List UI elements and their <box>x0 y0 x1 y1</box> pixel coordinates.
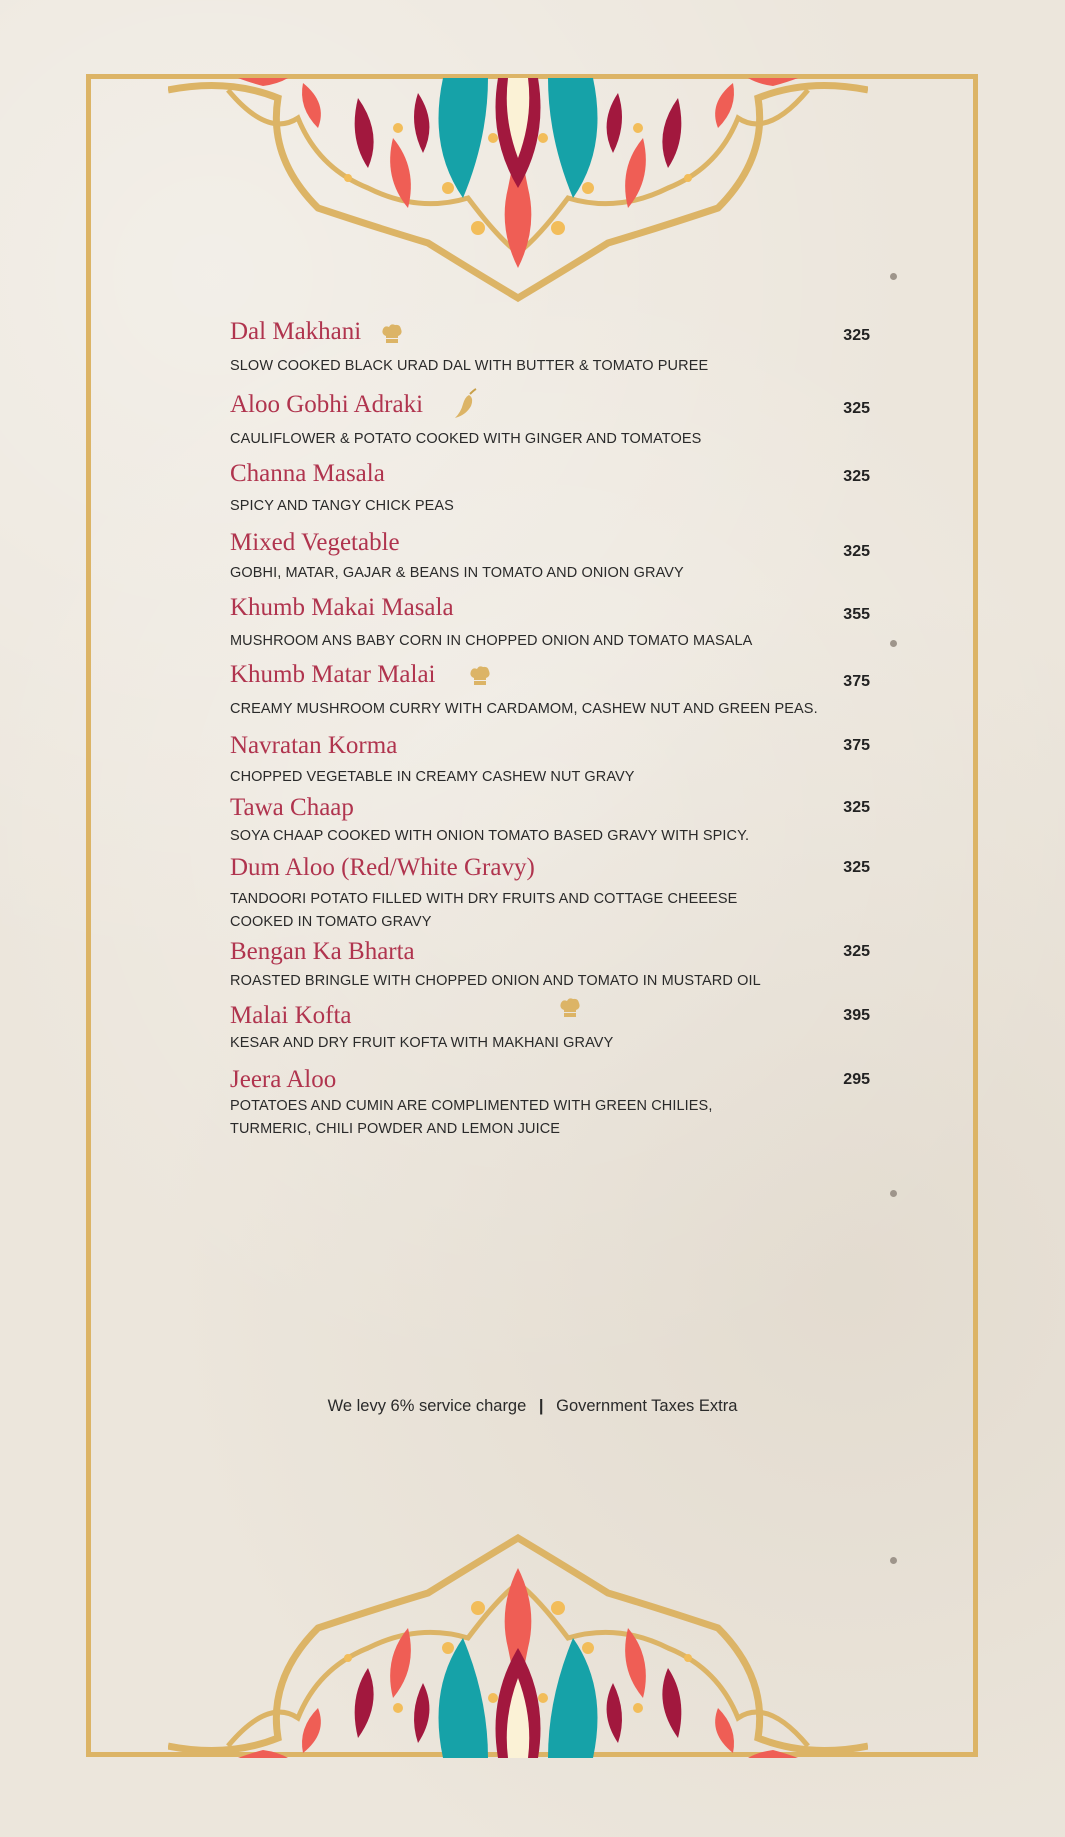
dish-name: Malai Kofta <box>230 1002 352 1029</box>
dish-description: KESAR AND DRY FRUIT KOFTA WITH MAKHANI GRAVY <box>230 1035 614 1051</box>
dish-price: 325 <box>843 859 870 876</box>
dish-name: Navratan Korma <box>230 732 398 759</box>
chef-hat-icon <box>380 322 404 346</box>
dish-description: ROASTED BRINGLE WITH CHOPPED ONION AND TOMATO IN MUSTARD OIL <box>230 973 761 989</box>
dish-description: CAULIFLOWER & POTATO COOKED WITH GINGER AND TOMATOES <box>230 431 702 447</box>
dish-price: 325 <box>843 943 870 960</box>
background-speck <box>890 1190 897 1197</box>
footer-note <box>0 1397 1065 1416</box>
dish-name: Khumb Makai Masala <box>230 594 454 621</box>
background-speck <box>890 640 897 647</box>
dish-price: 325 <box>843 400 870 417</box>
dish-name: Dum Aloo (Red/White Gravy) <box>230 854 535 881</box>
dish-description: COOKED IN TOMATO GRAVY <box>230 914 432 930</box>
dish-name: Jeera Aloo <box>230 1066 337 1093</box>
service-charge-note: We levy 6% service charge <box>327 1397 527 1415</box>
chili-icon <box>452 388 478 420</box>
chef-hat-icon <box>468 664 492 688</box>
dish-price: 295 <box>843 1071 870 1088</box>
dish-name: Khumb Matar Malai <box>230 661 436 688</box>
chef-hat-icon <box>558 996 582 1020</box>
taxes-note: Government Taxes Extra <box>556 1397 738 1415</box>
dish-name: Aloo Gobhi Adraki <box>230 391 424 418</box>
dish-name: Mixed Vegetable <box>230 529 400 556</box>
background-speck <box>890 273 897 280</box>
dish-description: TURMERIC, CHILI POWDER AND LEMON JUICE <box>230 1121 561 1137</box>
dish-price: 375 <box>843 737 870 754</box>
dish-name: Tawa Chaap <box>230 794 354 821</box>
dish-description: TANDOORI POTATO FILLED WITH DRY FRUITS AND COTTAGE CHEEESE <box>230 891 738 907</box>
dish-description: SOYA CHAAP COOKED WITH ONION TOMATO BASED GRAVY WITH SPICY. <box>230 828 750 844</box>
dish-description: MUSHROOM ANS BABY CORN IN CHOPPED ONION AND TOMATO MASALA <box>230 633 753 649</box>
dish-description: CREAMY MUSHROOM CURRY WITH CARDAMOM, CASHEW NUT AND GREEN PEAS. <box>230 701 818 717</box>
dish-price: 325 <box>843 327 870 344</box>
dish-price: 325 <box>843 799 870 816</box>
dish-price: 375 <box>843 673 870 690</box>
mandala-bottom-decoration <box>168 1528 868 1758</box>
dish-description: SPICY AND TANGY CHICK PEAS <box>230 498 454 514</box>
dish-name: Dal Makhani <box>230 318 362 345</box>
dish-description: CHOPPED VEGETABLE IN CREAMY CASHEW NUT GRAVY <box>230 769 635 785</box>
footer-separator: | <box>538 1397 544 1415</box>
dish-name: Channa Masala <box>230 460 385 487</box>
dish-price: 325 <box>843 543 870 560</box>
background-speck <box>890 1557 897 1564</box>
dish-price: 395 <box>843 1007 870 1024</box>
dish-price: 325 <box>843 468 870 485</box>
dish-description: GOBHI, MATAR, GAJAR & BEANS IN TOMATO AND ONION GRAVY <box>230 565 684 581</box>
dish-price: 355 <box>843 606 870 623</box>
dish-name: Bengan Ka Bharta <box>230 938 415 965</box>
mandala-top-decoration <box>168 78 868 308</box>
dish-description: SLOW COOKED BLACK URAD DAL WITH BUTTER & TOMATO PUREE <box>230 358 709 374</box>
dish-description: POTATOES AND CUMIN ARE COMPLIMENTED WITH GREEN CHILIES, <box>230 1098 713 1114</box>
